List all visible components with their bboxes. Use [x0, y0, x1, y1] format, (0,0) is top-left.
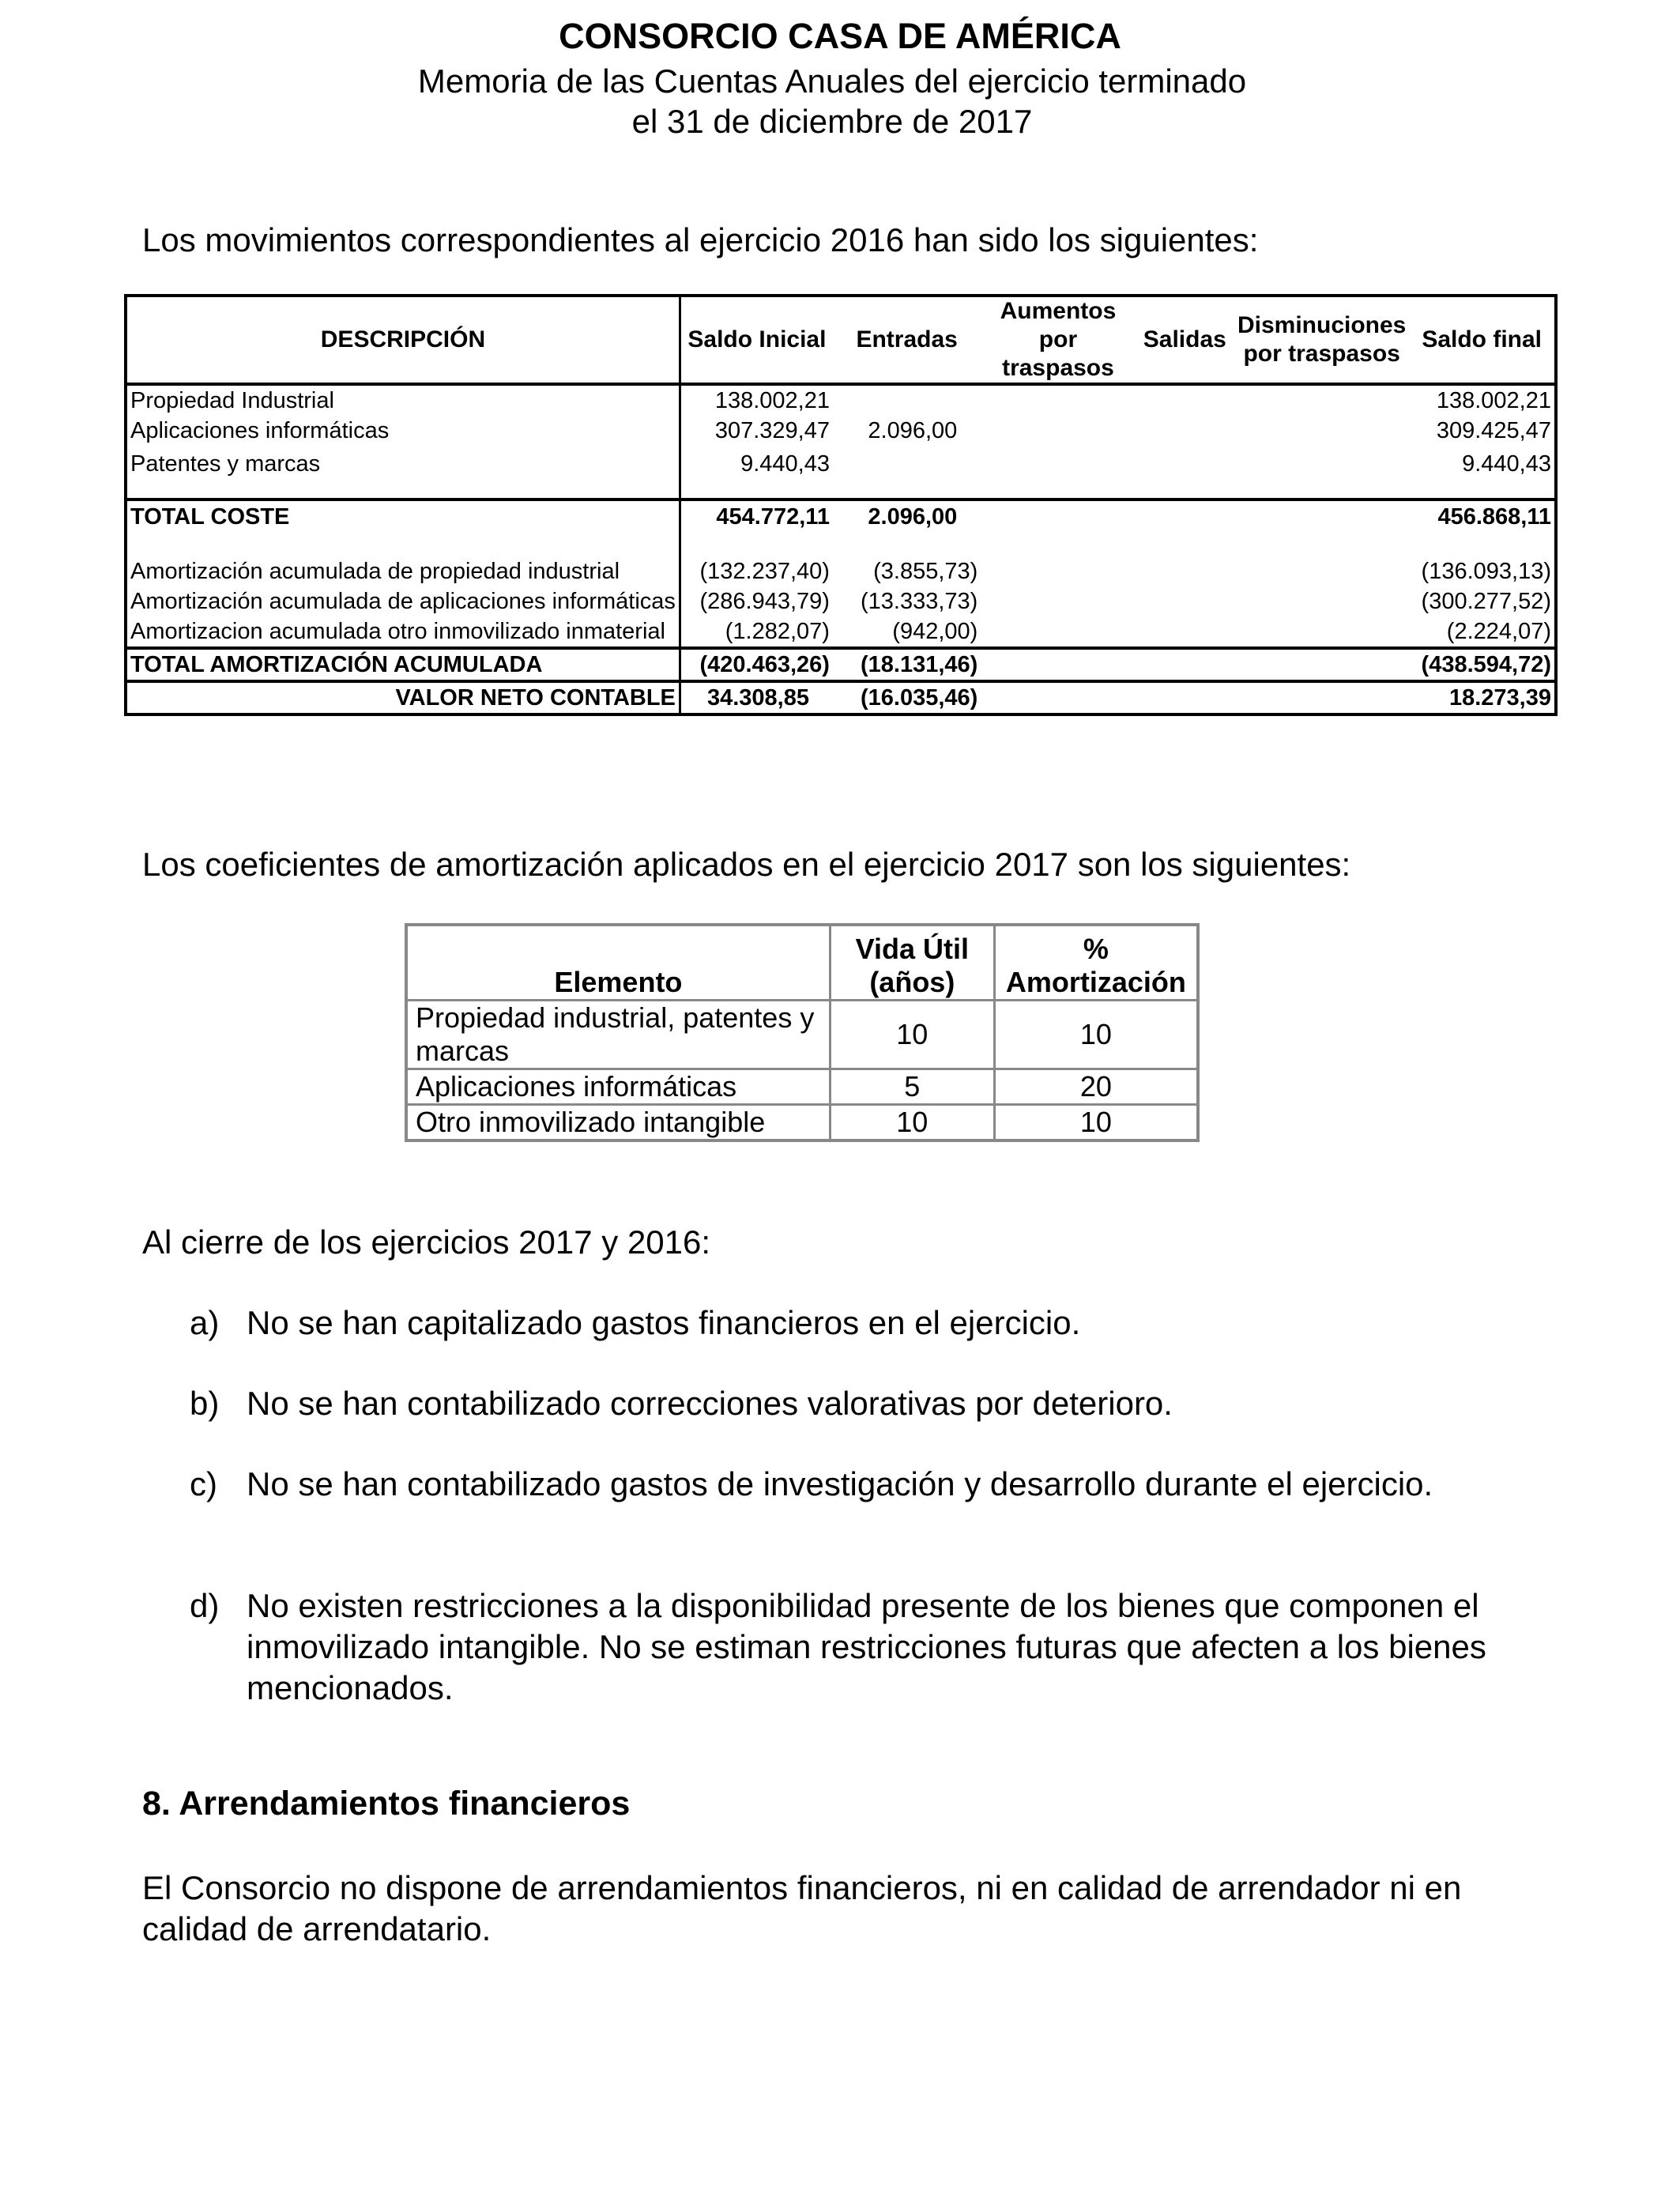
col-header-descripcion: DESCRIPCIÓN: [126, 296, 680, 384]
table-row: [126, 416, 1556, 446]
col-header-elemento: Elemento: [406, 925, 830, 1001]
document-subtitle: Memoria de las Cuentas Anuales del ejercicio terminado: [417, 62, 1247, 100]
cell: [1234, 556, 1409, 586]
cell: [981, 616, 1135, 648]
list-item-letter: b): [190, 1385, 220, 1422]
document-date: el 31 de diciembre de 2017: [631, 103, 1033, 140]
cell: [1234, 648, 1409, 681]
cell: [833, 384, 981, 416]
cell: (18.131,46): [833, 648, 981, 681]
movements-table: [124, 294, 1558, 716]
col-header-saldo-final: Saldo final: [1409, 296, 1556, 384]
col-header-vida-util: Vida Útil (años): [830, 925, 994, 1001]
cell: 138.002,21: [714, 388, 830, 413]
total-coste-label: TOTAL COSTE: [126, 499, 680, 556]
valor-neto-label: VALOR NETO CONTABLE: [126, 681, 680, 714]
vida-util-cell: 10: [830, 1105, 994, 1141]
cell: [981, 648, 1135, 681]
table-row: [126, 616, 1556, 648]
cell: (1.282,07): [725, 619, 830, 644]
cell: [1136, 446, 1234, 482]
cell: [1234, 384, 1409, 416]
intro-2016-paragraph: Los movimientos correspondientes al ejercicio 2016 han sido los siguientes:: [142, 221, 1259, 258]
cell: (942,00): [892, 619, 978, 644]
cell: [1136, 586, 1234, 616]
cell: [1136, 648, 1234, 681]
coefficients-table: [405, 923, 1200, 1142]
table-row: [126, 556, 1556, 586]
cell: [1136, 384, 1234, 416]
list-item-text: No se han contabilizado gastos de investigación y desarrollo durante el ejercicio.: [247, 1465, 1433, 1502]
vida-util-cell: 10: [830, 1001, 994, 1069]
col-header-salidas: Salidas: [1136, 296, 1234, 384]
cell: [981, 586, 1135, 616]
cell: [1136, 556, 1234, 586]
col-header-aumentos: Aumentos por traspasos: [981, 296, 1135, 384]
col-header-saldo-inicial: Saldo Inicial: [680, 296, 833, 384]
amortizacion-cell: 20: [994, 1069, 1198, 1105]
cell: [981, 384, 1135, 416]
cell: [1234, 586, 1409, 616]
vida-util-cell: 5: [830, 1069, 994, 1105]
table-header-row: [406, 925, 1198, 1001]
cell: (2.224,07): [1446, 619, 1551, 644]
cell: [1234, 416, 1409, 446]
cell: [1136, 416, 1234, 446]
col-header-entradas: Entradas: [833, 296, 981, 384]
section-paragraph: El Consorcio no dispone de arrendamientos financieros, ni en calidad de arrendador ni en calidad de arrendatario.: [142, 1869, 1462, 1947]
row-label: Aplicaciones informáticas: [126, 416, 680, 446]
total-coste-row: [126, 499, 1556, 556]
intro-coef-paragraph: Los coeficientes de amortización aplicados en el ejercicio 2017 son los siguientes:: [142, 846, 1351, 883]
cell: 2.096,00: [833, 499, 981, 556]
table-row: [406, 1069, 1198, 1105]
cell: [981, 556, 1135, 586]
cell: 307.329,47: [714, 418, 830, 443]
row-label: Amortización acumulada de propiedad industrial: [126, 556, 680, 586]
elemento-cell: Otro inmovilizado intangible: [406, 1105, 830, 1141]
table-row: [406, 1001, 1198, 1069]
col-header-disminuciones: Disminuciones por traspasos: [1234, 296, 1409, 384]
cell: [981, 446, 1135, 482]
cell: 456.868,11: [1409, 499, 1556, 556]
table-row: [406, 1105, 1198, 1141]
cell: 309.425,47: [1436, 418, 1551, 443]
cell: (286.943,79): [699, 589, 830, 614]
list-item-letter: c): [190, 1465, 217, 1502]
spacer-row: [126, 482, 1556, 499]
cell: 2.096,00: [868, 418, 958, 443]
row-label: Amortización acumulada de aplicaciones informáticas: [126, 586, 680, 616]
cell: [1136, 616, 1234, 648]
cell: (300.277,52): [1421, 589, 1551, 614]
elemento-cell: Propiedad industrial, patentes y marcas: [406, 1001, 830, 1069]
cell: 138.002,21: [1436, 388, 1551, 413]
amortizacion-cell: 10: [994, 1001, 1198, 1069]
total-amortizacion-row: [126, 648, 1556, 681]
cell: [1136, 499, 1234, 556]
table-row: [126, 586, 1556, 616]
cell: [981, 499, 1135, 556]
cell: (3.855,73): [873, 559, 978, 584]
row-label: Patentes y marcas: [126, 446, 680, 482]
cell: [833, 446, 981, 482]
list-item-letter: a): [190, 1304, 220, 1341]
amortizacion-cell: 10: [994, 1105, 1198, 1141]
cell: 9.440,43: [740, 451, 830, 477]
row-label: Amortizacion acumulada otro inmovilizado inmaterial: [126, 616, 680, 648]
document-title: CONSORCIO CASA DE AMÉRICA: [559, 16, 1121, 56]
list-item-text: No se han capitalizado gastos financieros en el ejercicio.: [247, 1304, 1081, 1341]
total-amortizacion-label: TOTAL AMORTIZACIÓN ACUMULADA: [126, 648, 680, 681]
cell: 454.772,11: [680, 499, 833, 556]
table-header-row: [126, 296, 1556, 384]
cell: (132.237,40): [699, 559, 830, 584]
cell: [981, 416, 1135, 446]
list-item-text: No se han contabilizado correcciones valorativas por deterioro.: [247, 1385, 1173, 1422]
col-header-amortizacion: % Amortización: [994, 925, 1198, 1001]
cell: [981, 681, 1135, 714]
list-item-text: No existen restricciones a la disponibilidad presente de los bienes que componen el inmovilizado intangible. No se estiman restricciones futuras que afecten a los bienes mencionados.: [247, 1587, 1486, 1706]
cell: (420.463,26): [680, 648, 833, 681]
cell: 18.273,39: [1409, 681, 1556, 714]
cell: (13.333,73): [860, 589, 978, 614]
cell: 34.308,85: [680, 681, 833, 714]
cell: (16.035,46): [833, 681, 981, 714]
cell: [1234, 446, 1409, 482]
section-heading: 8. Arrendamientos financieros: [142, 1785, 631, 1823]
table-row: [126, 384, 1556, 416]
cell: 9.440,43: [1462, 451, 1551, 477]
cell: [1234, 616, 1409, 648]
cell: (136.093,13): [1421, 559, 1551, 584]
table-row: [126, 446, 1556, 482]
cell: [1234, 499, 1409, 556]
cell: [1234, 681, 1409, 714]
closing-intro-paragraph: Al cierre de los ejercicios 2017 y 2016:: [142, 1223, 711, 1261]
elemento-cell: Aplicaciones informáticas: [406, 1069, 830, 1105]
row-label: Propiedad Industrial: [126, 384, 680, 416]
valor-neto-row: [126, 681, 1556, 714]
cell: [1136, 681, 1234, 714]
list-item-letter: d): [190, 1587, 220, 1624]
cell: (438.594,72): [1409, 648, 1556, 681]
